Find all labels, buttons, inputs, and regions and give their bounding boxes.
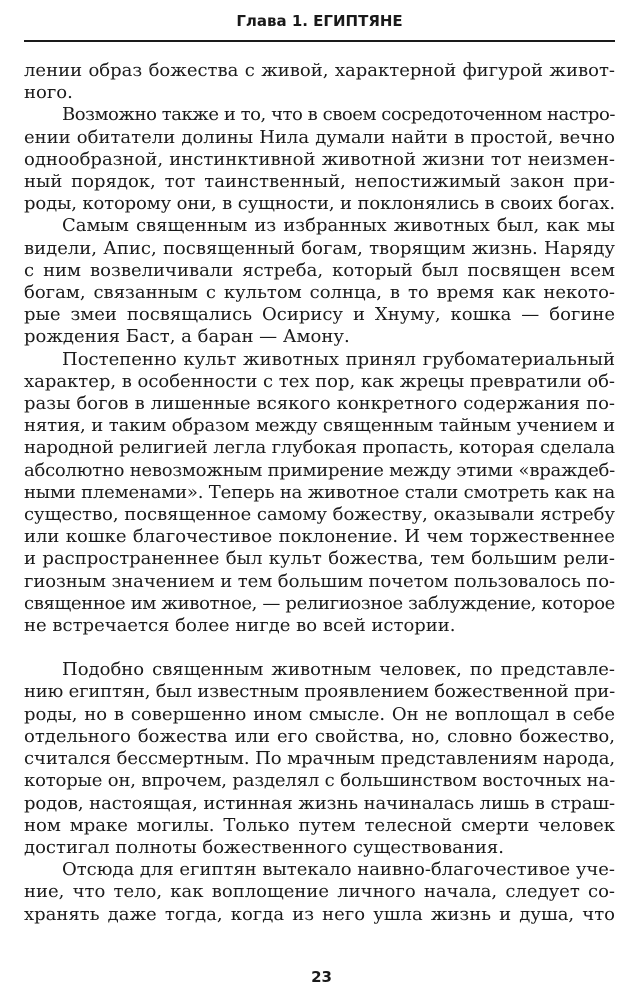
text-line: ном мраке могилы. Только путем телесной смерти человек: [24, 814, 615, 836]
text-line: рождения Баст, а баран — Амону.: [24, 326, 350, 348]
text-line: рые змеи посвящались Осирису и Хнуму, кошка — богине: [24, 304, 615, 326]
text-line: народной религией легла глубокая пропасть, которая сделала: [24, 437, 615, 459]
paragraph: [24, 60, 615, 104]
text-line: не встречается более нигде во всей истории.: [24, 615, 456, 637]
page-number: 23: [311, 968, 332, 986]
text-line: гиозным значением и тем большим почетом пользовалось по-: [24, 570, 615, 592]
text-line: видели, Апис, посвященный богам, творящим жизнь. Наряду: [24, 237, 615, 259]
text-line: нию египтян, был известным проявлением божественной при-: [24, 681, 615, 703]
text-line: которые он, впрочем, разделял с большинством восточных на-: [24, 770, 615, 792]
paragraph: [24, 215, 615, 348]
running-header: Глава 1. ЕГИПТЯНЕ: [236, 12, 403, 30]
body-text: [24, 60, 615, 926]
text-line: характер, в особенности с тех пор, как жрецы превратили об-: [24, 370, 615, 392]
text-line: ными племенами». Теперь на животное стали смотреть как на: [24, 481, 616, 503]
text-line: ние, что тело, как воплощение личного начала, следует со-: [24, 881, 615, 903]
text-line: нятия, и таким образом между священным тайным учением и: [24, 415, 615, 437]
text-line: абсолютно невозможным примирение между этими «враждеб-: [24, 459, 615, 481]
text-line: разы богов в лишенные всякого конкретного содержания по-: [24, 393, 615, 415]
text-line: ный порядок, тот таинственный, непостижимый закон при-: [24, 171, 615, 193]
text-line: роды, но в совершенно ином смысле. Он не воплощал в себе: [24, 703, 615, 725]
paragraph: [24, 104, 615, 215]
text-line: с ним возвеличивали ястреба, который был посвящен всем: [24, 259, 615, 281]
text-line: достигал полноты божественного существования.: [24, 836, 504, 858]
text-line: родов, настоящая, истинная жизнь начиналась лишь в страш-: [24, 792, 615, 814]
header-rule: [24, 40, 615, 42]
paragraph: [24, 349, 615, 638]
text-line: отдельного божества или его свойства, но, словно божество,: [24, 725, 615, 747]
text-line: считался бессмертным. По мрачным представлениям народа,: [24, 748, 615, 770]
text-line: священное им животное, — религиозное заблуждение, которое: [24, 592, 615, 614]
text-line: Отсюда для египтян вытекало наивно-благочестивое уче-: [62, 859, 615, 881]
paragraph: [24, 859, 615, 926]
text-line: роды, которому они, в сущности, и поклонялись в своих богах.: [24, 193, 615, 215]
text-line: и распространеннее был культ божества, тем большим рели-: [24, 548, 615, 570]
text-line: богам, связанным с культом солнца, в то время как некото-: [24, 282, 615, 304]
text-line: Постепенно культ животных принял грубоматериальный: [62, 348, 615, 370]
text-line: хранять даже тогда, когда из него ушла жизнь и душа, что: [24, 903, 615, 925]
text-line: Подобно священным животным человек, по представле-: [62, 659, 615, 681]
text-line: существо, посвященное самому божеству, оказывали ястребу: [24, 504, 615, 526]
text-line: лении образ божества с живой, характерной фигурой живот-: [24, 60, 615, 81]
section-break: [24, 637, 615, 659]
text-line: Самым священным из избранных животных был, как мы: [62, 215, 615, 237]
text-line: Возможно также и то, что в своем сосредоточенном настро-: [62, 104, 615, 126]
paragraph: [24, 659, 615, 859]
text-line: ного.: [24, 82, 73, 104]
text-line: однообразной, инстинктивной животной жизни тот неизмен-: [24, 148, 615, 170]
text-line: или кошке благочестивое поклонение. И чем торжественнее: [24, 526, 615, 548]
text-line: ении обитатели долины Нила думали найти в простой, вечно: [24, 126, 615, 148]
